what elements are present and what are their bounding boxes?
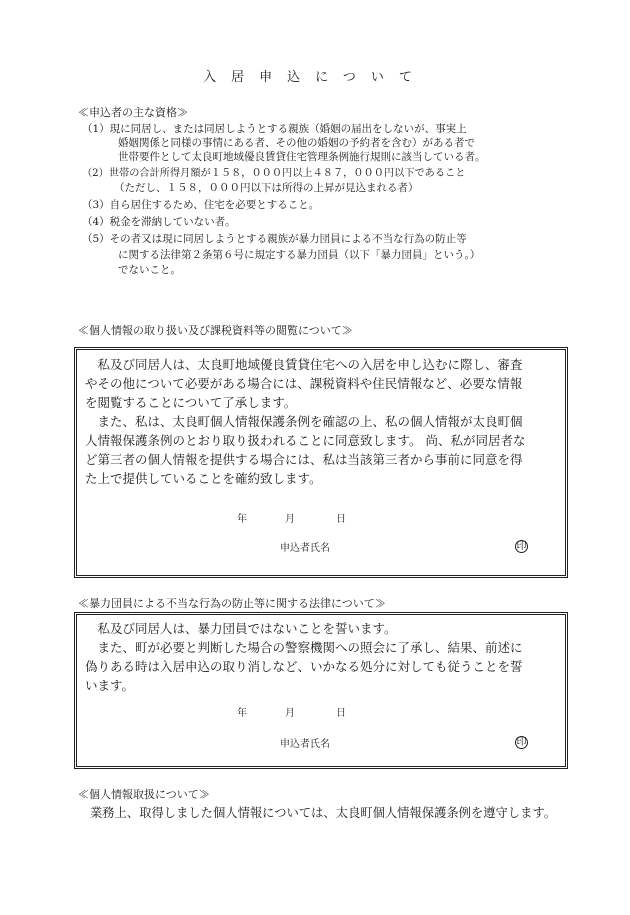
qualification-line: （2）世帯の合計所得月額が１５８，０００円以上４８７，０００円以下であること xyxy=(82,168,466,179)
date-month-label: 月 xyxy=(285,708,295,719)
privacy-consent-heading: ≪個人情報の取り扱い及び課税資料等の閲覧について≫ xyxy=(78,324,353,337)
qualification-line: 婚姻関係と同様の事情にある者、その他の婚姻の予約者を含む）がある者で xyxy=(118,137,475,149)
consent-line: また、私は、太良町個人情報保護条例を確認の上、私の個人情報が太良町個 xyxy=(85,414,523,429)
date-day-label: 日 xyxy=(336,514,346,525)
consent-line: た上で提供していることを確約致します。 xyxy=(85,471,322,486)
applicant-name-label: 申込者氏名 xyxy=(280,739,330,750)
consent-line: 人情報保護条例のとおり取り扱われることに同意致します。 尚、私が同居者な xyxy=(85,433,526,448)
qualification-line: でないこと。 xyxy=(118,264,181,276)
qualification-line: （1）現に同居し、または同居しようとする親族（婚姻の届出をしないが、事実上 xyxy=(82,123,467,135)
consent-line: を閲覧することについて了承します。 xyxy=(85,395,297,410)
antigang-line: また、町が必要と判断した場合の警察機関への照会に了承し、結果、前述に xyxy=(85,640,523,655)
antigang-heading: ≪暴力団員による不当な行為の防止等に関する法律について≫ xyxy=(78,597,386,610)
qualification-line: に関する法律第２条第６号に規定する暴力団員（以下「暴力団員」という。） xyxy=(118,249,481,261)
privacy-consent-box xyxy=(74,347,568,578)
seal-mark: 印 xyxy=(516,541,527,552)
antigang-line: 私及び同居人は、暴力団員ではないことを誓います。 xyxy=(85,621,397,636)
qualification-line: （5）その者又は現に同居しようとする親族が暴力団員による不当な行為の防止等 xyxy=(82,233,467,245)
date-year-label: 年 xyxy=(237,514,247,525)
qualification-line: 世帯要件として太良町地域優良賃貸住宅管理条例施行規則に該当している者。 xyxy=(118,151,486,163)
qualifications-heading: ≪申込者の主な資格≫ xyxy=(78,106,188,119)
consent-line: ど第三者の個人情報を提供する場合には、私は当該第三者から事前に同意を得 xyxy=(85,452,523,467)
handling-text: 業務上、取得しました個人情報については、太良町個人情報保護条例を遵守します。 xyxy=(90,806,557,820)
handling-heading: ≪個人情報取扱について≫ xyxy=(78,788,210,801)
qualification-line: （ただし、１５８，０００円以下は所得の上昇が見込まれる者） xyxy=(114,182,419,194)
date-year-label: 年 xyxy=(237,708,247,719)
antigang-line: います。 xyxy=(85,678,135,693)
applicant-name-label: 申込者氏名 xyxy=(280,543,330,554)
consent-line: やその他について必要がある場合には、課税資料や住民情報など、必要な情報 xyxy=(85,376,523,391)
antigang-box xyxy=(74,612,568,769)
date-month-label: 月 xyxy=(285,514,295,525)
seal-mark: 印 xyxy=(516,737,527,748)
qualification-line: （3）自ら居住するため、住宅を必要とすること。 xyxy=(82,199,320,211)
date-day-label: 日 xyxy=(336,708,346,719)
page-title: 入居申込について xyxy=(203,70,427,85)
antigang-line: 偽りある時は入居申込の取り消しなど、いかなる処分に対しても従うことを誓 xyxy=(85,659,523,674)
qualification-line: （4）税金を滞納していない者。 xyxy=(82,216,236,228)
consent-line: 私及び同居人は、太良町地域優良賃貸住宅への入居を申し込むに際し、審査 xyxy=(85,357,523,372)
